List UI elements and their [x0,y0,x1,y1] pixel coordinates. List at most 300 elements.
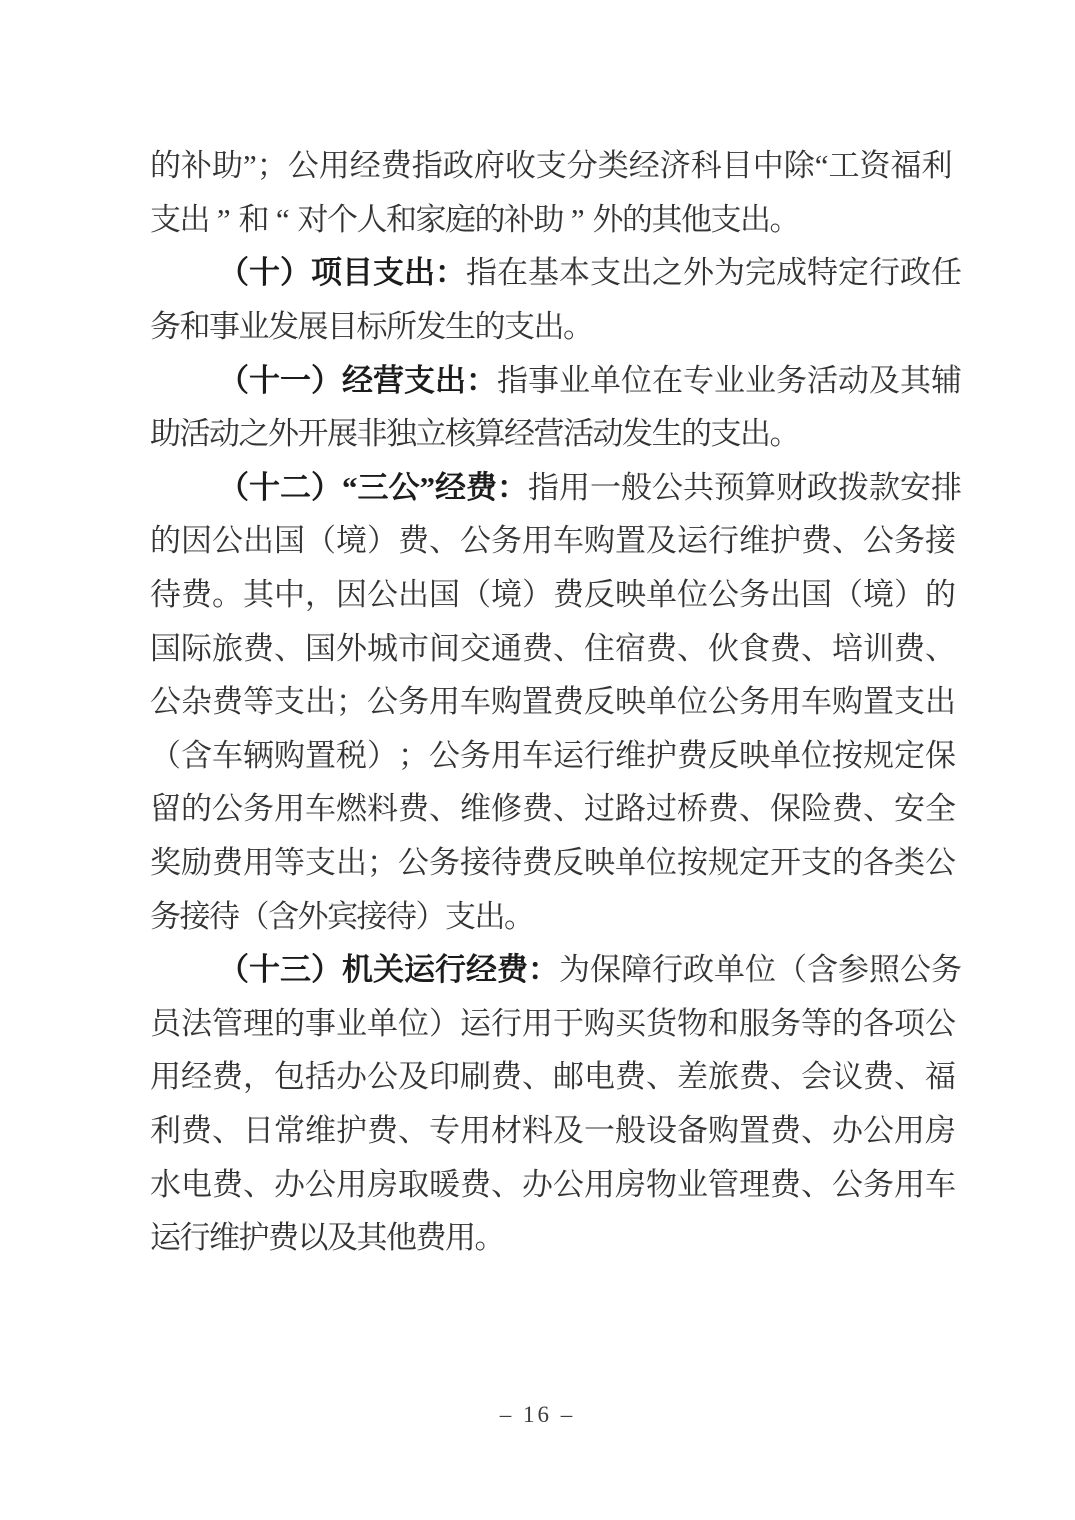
glyph: 费 [243,630,274,666]
glyph: 保 [925,737,956,773]
glyph: 费 [770,1166,801,1202]
heading-glyph: 行 [435,952,466,988]
glyph: 分 [566,148,598,184]
glyph: 辆 [243,737,274,773]
glyph: 训 [863,630,894,666]
glyph: 出 [925,684,956,720]
glyph: 待 [209,898,240,934]
glyph: 排 [931,469,962,505]
heading-glyph: （ [218,469,249,505]
glyph: 国 [305,630,336,666]
glyph: 利 [921,148,953,184]
glyph: 支 [801,845,832,881]
glyph: 出 [336,845,367,881]
glyph: 房 [367,1166,398,1202]
glyph: 理 [243,1005,274,1041]
glyph: 、 [398,1112,429,1148]
heading-glyph: 关 [373,952,404,988]
glyph: 刷 [460,1059,491,1095]
glyph: 税 [336,737,367,773]
heading-glyph: 十 [249,952,280,988]
glyph: 经 [349,148,381,184]
glyph: 般 [621,469,652,505]
glyph: 、 [243,1166,274,1202]
glyph: 旅 [212,630,243,666]
glyph: 安 [900,469,931,505]
glyph: 用 [894,1166,925,1202]
glyph: ” [216,201,231,237]
glyph: 费 [894,630,925,666]
glyph: 位 [677,577,708,613]
glyph: 算 [474,416,506,452]
glyph: ； [398,737,429,773]
glyph: 一 [590,469,621,505]
glyph: 用 [336,1166,367,1202]
glyph: 务 [739,577,770,613]
glyph: 的 [832,845,863,881]
glyph: 反 [584,577,615,613]
heading-glyph: ： [435,255,466,291]
glyph: 。 [474,1220,506,1256]
text-line [150,407,908,461]
heading-glyph: 十 [249,255,280,291]
glyph: 车 [925,1166,956,1202]
heading-glyph: ： [497,469,528,505]
glyph: 福 [925,1059,956,1095]
glyph: 。 [212,577,243,613]
glyph: 奖 [150,845,181,881]
text-line [150,729,956,783]
glyph: 位 [677,684,708,720]
glyph: 单 [646,684,677,720]
text-line [150,514,956,568]
glyph: 公 [863,1112,894,1148]
glyph: 运 [150,1220,181,1256]
glyph: 拨 [838,469,869,505]
glyph: 买 [615,1005,646,1041]
heading-glyph: ： [466,362,497,398]
glyph: （ [776,952,807,988]
glyph: 待 [150,577,181,613]
glyph: （ [238,898,270,934]
heading-glyph: 项 [311,255,342,291]
glyph: 经 [504,416,535,452]
glyph: 补 [504,201,535,237]
glyph: 补 [181,148,212,184]
glyph: 动 [209,416,240,452]
glyph: 培 [832,630,863,666]
glyph: 款 [869,469,900,505]
glyph: 资 [859,148,891,184]
glyph: 公 [212,791,243,827]
glyph: 电 [181,1166,212,1202]
glyph: 用 [429,684,460,720]
glyph: 收 [504,148,536,184]
glyph: 电 [584,1059,615,1095]
glyph: 一 [584,1112,615,1148]
paragraph-2 [150,246,962,353]
glyph: 接 [460,845,491,881]
glyph: 工 [828,148,860,184]
glyph: 外 [592,201,624,237]
glyph: 单 [590,362,621,398]
glyph: 护 [646,737,677,773]
glyph: 家 [415,201,447,237]
glyph: 车 [553,523,584,559]
heading-glyph: 出 [435,362,466,398]
glyph: 福 [890,148,922,184]
glyph: 生 [651,416,683,452]
glyph: 、 [863,791,894,827]
glyph: 接 [925,523,956,559]
glyph: 发 [415,309,447,345]
glyph: 过 [646,791,677,827]
text-line [150,889,908,943]
glyph: 服 [739,1005,770,1041]
glyph: 映 [615,577,646,613]
heading-glyph: ” [419,469,435,505]
glyph: 理 [739,1166,770,1202]
glyph: 费 [491,1059,522,1095]
glyph: 务 [776,362,807,398]
glyph: 、 [801,1166,832,1202]
glyph: （ [305,523,336,559]
glyph: 为 [714,255,745,291]
glyph: 位 [745,952,776,988]
glyph: 常 [274,1112,305,1148]
glyph: 公 [900,952,931,988]
glyph: 费 [770,1112,801,1148]
glyph: 维 [209,1220,240,1256]
glyph: 用 [460,1112,491,1148]
glyph: 支 [445,898,476,934]
glyph: 照 [869,952,900,988]
glyph: 公 [367,577,398,613]
glyph: 政 [900,255,931,291]
glyph: 办 [832,1112,863,1148]
heading-glyph: 三 [280,952,311,988]
glyph: 府 [473,148,505,184]
glyph: 经 [181,1059,212,1095]
glyph: 立 [415,416,447,452]
glyph: 宾 [327,898,358,934]
text-line [150,1211,908,1265]
glyph: 会 [801,1059,832,1095]
glyph: 用 [150,1059,181,1095]
glyph: 定 [838,255,869,291]
glyph: 行 [491,1005,522,1041]
glyph: 支 [504,309,535,345]
glyph: 材 [491,1112,522,1148]
glyph: 般 [615,1112,646,1148]
glyph: 定 [739,845,770,881]
glyph: 费 [415,1220,447,1256]
glyph: 公 [287,148,319,184]
glyph: 购 [708,1112,739,1148]
glyph: 和 [708,1005,739,1041]
heading-glyph: ） [311,469,342,505]
glyph: 。 [504,898,535,934]
glyph: 费 [367,1112,398,1148]
glyph: 用 [894,1112,925,1148]
glyph: 支 [710,201,742,237]
glyph: 费 [380,148,412,184]
glyph: 支 [535,148,567,184]
heading-glyph: 目 [342,255,373,291]
glyph: 行 [584,737,615,773]
glyph: 规 [863,737,894,773]
glyph: 桥 [677,791,708,827]
glyph: 公 [460,523,491,559]
glyph: 参 [838,952,869,988]
glyph: 行 [869,255,900,291]
glyph: 障 [621,952,652,988]
glyph: ” [570,201,585,237]
glyph: 庭 [445,201,476,237]
glyph: 印 [429,1059,460,1095]
glyph: 按 [677,845,708,881]
glyph: 。 [563,309,594,345]
glyph: 的 [150,148,181,184]
glyph: 费 [212,684,243,720]
text-line [150,836,956,890]
glyph: 待 [491,845,522,881]
glyph: 项 [894,1005,925,1041]
glyph: 政 [807,469,838,505]
glyph: 济 [659,148,691,184]
glyph: 的 [925,577,956,613]
glyph: 运 [460,1005,491,1041]
glyph: 、 [274,630,305,666]
glyph: 置 [305,737,336,773]
glyph: 业 [714,362,745,398]
glyph: 除 [783,148,815,184]
glyph: 各 [863,845,894,881]
glyph: （ [150,737,181,773]
text-line [150,300,908,354]
glyph: 位 [398,1005,429,1041]
glyph: 交 [460,630,491,666]
glyph: 维 [305,1112,336,1148]
text-line [150,997,956,1051]
glyph: 动 [838,362,869,398]
glyph: 动 [592,416,624,452]
glyph: 。 [769,416,801,452]
glyph: 规 [708,845,739,881]
glyph: 公 [212,523,243,559]
glyph: 对 [297,201,329,237]
glyph: 业 [238,309,270,345]
glyph: 务 [398,684,429,720]
glyph: 公 [832,1166,863,1202]
glyph: 行 [652,952,683,988]
glyph: 公 [367,1059,398,1095]
glyph: 市 [398,630,429,666]
glyph: 费 [615,1059,646,1095]
glyph: 车 [460,684,491,720]
glyph: 维 [739,523,770,559]
text-line [150,675,956,729]
glyph: 、 [491,1166,522,1202]
glyph: 位 [621,362,652,398]
glyph: 费 [522,845,553,881]
glyph: 之 [652,255,683,291]
glyph: 的 [274,1005,305,1041]
glyph: 所 [386,309,417,345]
glyph: 中 [752,148,784,184]
glyph: 公 [398,845,429,881]
glyph: 接 [356,898,388,934]
glyph: 在 [652,362,683,398]
glyph: 基 [528,255,559,291]
glyph: 公 [553,1166,584,1202]
glyph: 留 [150,791,181,827]
heading-glyph: 一 [280,362,311,398]
glyph: 外 [683,255,714,291]
glyph: 议 [832,1059,863,1095]
glyph: 出 [305,684,336,720]
glyph: 物 [677,1005,708,1041]
text-line [150,782,956,836]
glyph: 公 [925,845,956,881]
glyph: 之 [238,416,270,452]
glyph: 务 [429,845,460,881]
glyph: 中 [274,577,305,613]
heading-glyph: 出 [404,255,435,291]
glyph: 及 [327,1220,358,1256]
glyph: 公 [708,684,739,720]
glyph: 专 [429,1112,460,1148]
glyph: 的 [150,523,181,559]
glyph: 映 [584,845,615,881]
heading-glyph: 支 [404,362,435,398]
glyph: 活 [807,362,838,398]
glyph: 费 [801,523,832,559]
glyph: 出 [740,201,771,237]
glyph: 发 [622,416,653,452]
glyph: 、 [739,791,770,827]
glyph: 。 [769,201,801,237]
glyph: 完 [745,255,776,291]
glyph: 国 [274,523,305,559]
glyph: 用 [318,148,350,184]
glyph: “ [814,148,829,184]
glyph: 类 [894,845,925,881]
glyph: 用 [522,1005,553,1041]
glyph: 用 [274,791,305,827]
glyph: 其 [243,577,274,613]
glyph: 费 [268,1220,299,1256]
glyph: 展 [327,416,358,452]
glyph: 车 [212,737,243,773]
glyph: 车 [522,737,553,773]
heading-glyph: （ [218,952,249,988]
glyph: 安 [894,791,925,827]
glyph: 因 [336,577,367,613]
glyph: 开 [297,416,329,452]
glyph: 指 [497,362,528,398]
glyph: 等 [801,1005,832,1041]
glyph: 支 [590,255,621,291]
glyph: 指 [466,255,497,291]
glyph: ） [367,523,398,559]
glyph: 等 [243,684,274,720]
text-line [150,193,908,247]
glyph: 购 [584,523,615,559]
glyph: 管 [708,1166,739,1202]
glyph: 车 [305,791,336,827]
glyph: 助 [212,148,243,184]
heading-glyph: 公 [388,469,420,505]
glyph: 单 [770,737,801,773]
glyph: 、 [770,1059,801,1095]
glyph: 务 [243,791,274,827]
glyph: 宿 [615,630,646,666]
glyph: 指 [411,148,443,184]
heading-glyph: 经 [466,952,497,988]
glyph: 费 [181,577,212,613]
glyph: 助 [533,201,565,237]
glyph: 其 [900,362,931,398]
glyph: 际 [181,630,212,666]
glyph: 费 [212,1166,243,1202]
glyph: 位 [801,737,832,773]
glyph: 间 [429,630,460,666]
glyph: 务 [770,1005,801,1041]
document-body [150,139,962,1264]
glyph: 公 [305,1166,336,1202]
glyph: 和 [238,201,270,237]
glyph: 、 [801,630,832,666]
glyph: 待 [386,898,417,934]
glyph: 、 [212,1112,243,1148]
glyph: 共 [683,469,714,505]
glyph: 旅 [708,1059,739,1095]
glyph: 境 [491,577,522,613]
glyph: ） [415,898,447,934]
glyph: 目 [327,309,358,345]
glyph: 核 [445,416,476,452]
glyph: 反 [553,845,584,881]
glyph: 公 [429,737,460,773]
glyph: 杂 [181,684,212,720]
glyph: 出 [770,577,801,613]
glyph: 用 [559,469,590,505]
glyph: 保 [590,952,621,988]
glyph: 费 [553,577,584,613]
heading-glyph: ： [528,952,559,988]
heading-glyph: “ [342,469,358,505]
text-line [150,621,956,675]
glyph: 务 [150,898,181,934]
glyph: 料 [522,1112,553,1148]
heading-glyph: 经 [342,362,373,398]
glyph: 置 [739,1112,770,1148]
glyph: 其 [356,1220,388,1256]
glyph: 费 [398,791,429,827]
paragraph-4 [150,461,962,943]
glyph: 及 [869,362,900,398]
glyph: 接 [179,898,211,934]
glyph: 国 [150,630,181,666]
glyph: 、 [832,523,863,559]
glyph: 辅 [931,362,962,398]
text-line [150,1104,956,1158]
heading-glyph: 机 [342,952,373,988]
glyph: 取 [398,1166,429,1202]
glyph: 费 [553,684,584,720]
glyph: 费 [677,737,708,773]
